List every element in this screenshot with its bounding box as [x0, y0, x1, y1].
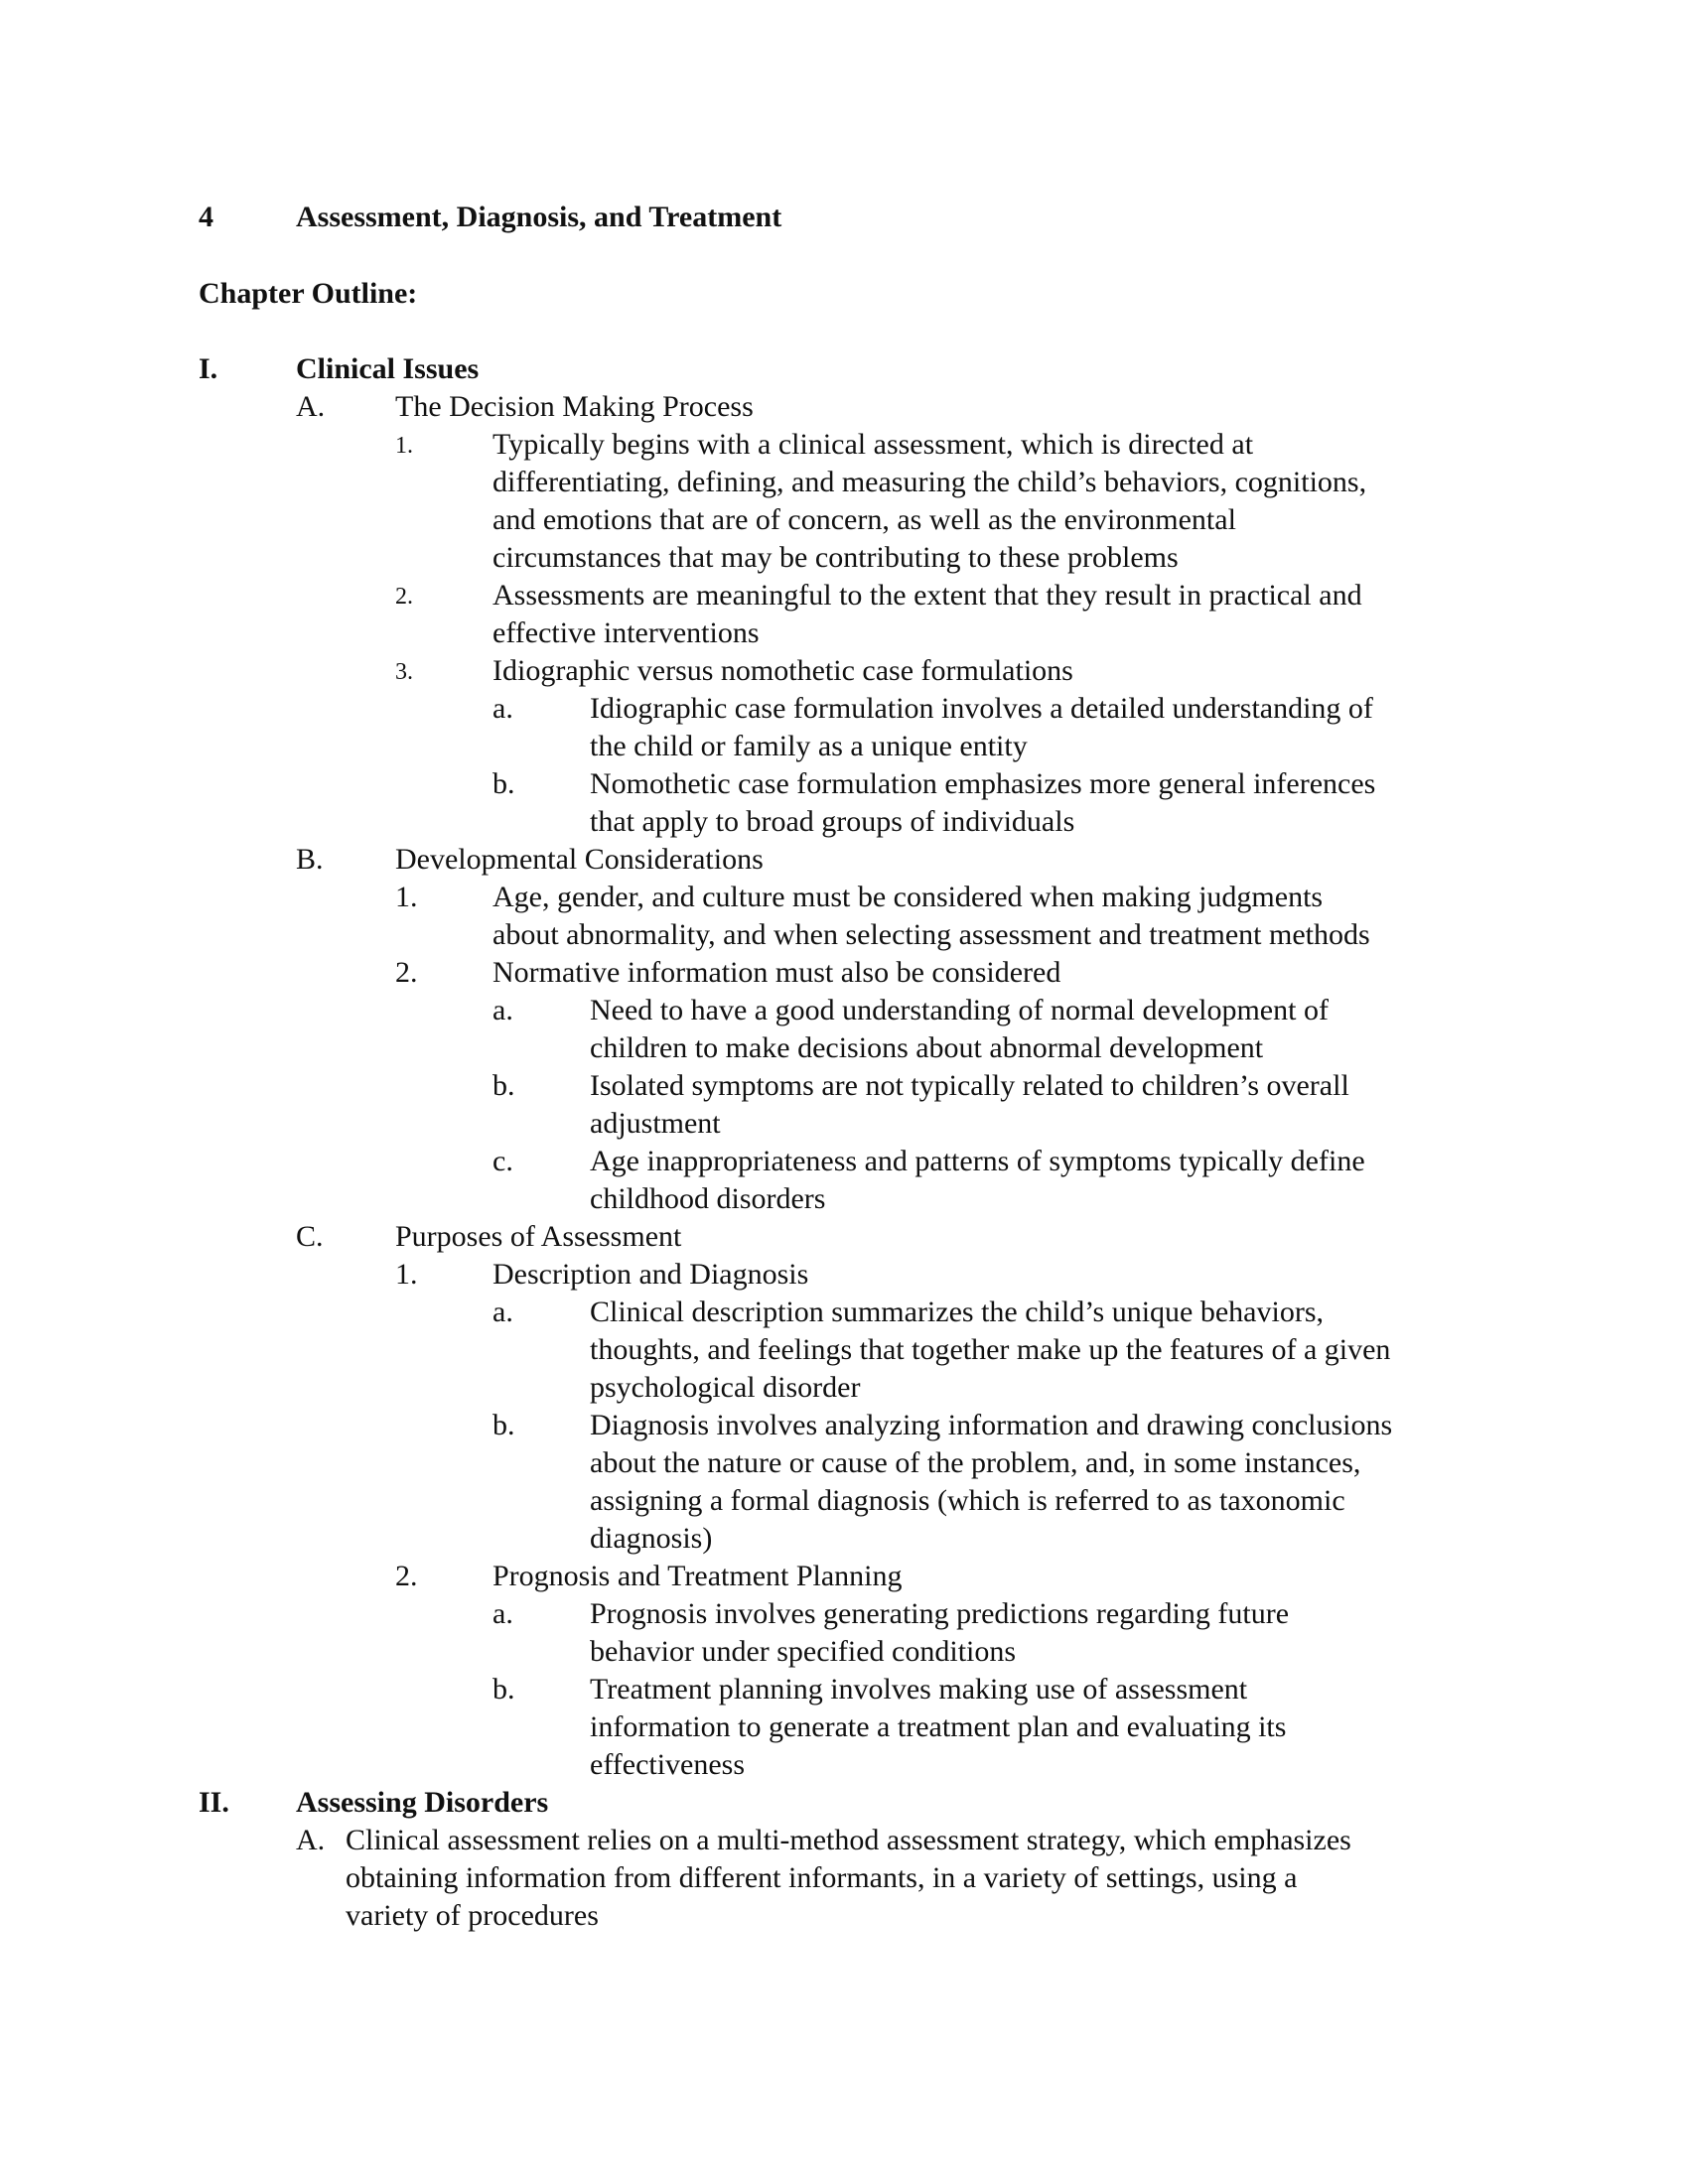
section-numeral: II. [199, 1786, 229, 1819]
item-text-line: differentiating, defining, and measuring the child’s behaviors, cognitions, [492, 466, 1367, 498]
item-text-line: Assessments are meaningful to the extent that they result in practical and [492, 579, 1362, 612]
subitem-text-line: assigning a formal diagnosis (which is referred to as taxonomic [590, 1484, 1345, 1517]
subsection-label: C. [296, 1220, 324, 1253]
item-text-line: about abnormality, and when selecting assessment and treatment methods [492, 918, 1370, 951]
item-text-line: Normative information must also be considered [492, 956, 1061, 989]
subitem-label: b. [492, 1409, 515, 1441]
item-text-line: Idiographic versus nomothetic case formulations [492, 654, 1073, 687]
item-label: 1. [395, 433, 413, 459]
subitem-text-line: effectiveness [590, 1748, 746, 1781]
subitem-text-line: diagnosis) [590, 1522, 713, 1555]
subitem-label: a. [492, 1296, 513, 1328]
subsection-label: A. [296, 390, 326, 423]
subitem-label: c. [492, 1145, 513, 1177]
outline-heading: Chapter Outline: [199, 277, 418, 310]
item-label: 2. [395, 956, 418, 989]
subitem-label: a. [492, 1597, 513, 1630]
subsection-text-line: Clinical assessment relies on a multi-method assessment strategy, which emphasizes [346, 1824, 1351, 1856]
subsection-title: Developmental Considerations [395, 843, 764, 876]
item-text-line: Age, gender, and culture must be considered when making judgments [492, 881, 1324, 913]
subitem-text-line: the child or family as a unique entity [590, 730, 1028, 762]
subitem-text-line: adjustment [590, 1107, 721, 1140]
item-label: 3. [395, 659, 413, 685]
section-numeral: I. [199, 352, 218, 385]
subitem-label: a. [492, 692, 513, 725]
subitem-label: a. [492, 994, 513, 1026]
chapter-number: 4 [199, 201, 213, 233]
subitem-text-line: Need to have a good understanding of normal development of [590, 994, 1329, 1026]
subitem-text-line: that apply to broad groups of individuals [590, 805, 1075, 838]
subitem-text-line: children to make decisions about abnormal development [590, 1031, 1264, 1064]
subitem-text-line: Isolated symptoms are not typically related to children’s overall [590, 1069, 1349, 1102]
subitem-label: b. [492, 1673, 515, 1706]
subitem-text-line: information to generate a treatment plan and evaluating its [590, 1710, 1287, 1743]
subitem-text-line: psychological disorder [590, 1371, 861, 1404]
item-text-line: and emotions that are of concern, as well as the environmental [492, 503, 1236, 536]
item-text-line: Description and Diagnosis [492, 1258, 809, 1291]
subitem-text-line: Nomothetic case formulation emphasizes more general inferences [590, 767, 1376, 800]
item-text-line: Prognosis and Treatment Planning [492, 1560, 903, 1592]
subitem-label: b. [492, 767, 515, 800]
subitem-text-line: Treatment planning involves making use of assessment [590, 1673, 1248, 1706]
subitem-text-line: Age inappropriateness and patterns of symptoms typically define [590, 1145, 1365, 1177]
subitem-label: b. [492, 1069, 515, 1102]
subsection-title: The Decision Making Process [395, 390, 754, 423]
section-title: Assessing Disorders [296, 1786, 549, 1819]
subsection-text-line: obtaining information from different informants, in a variety of settings, using a [346, 1861, 1298, 1894]
subitem-text-line: Idiographic case formulation involves a detailed understanding of [590, 692, 1373, 725]
chapter-title: Assessment, Diagnosis, and Treatment [296, 201, 782, 233]
subsection-title: Purposes of Assessment [395, 1220, 682, 1253]
section-title: Clinical Issues [296, 352, 480, 385]
item-text-line: effective interventions [492, 616, 760, 649]
subitem-text-line: childhood disorders [590, 1182, 826, 1215]
item-label: 1. [395, 881, 418, 913]
item-label: 2. [395, 1560, 418, 1592]
subitem-text-line: Prognosis involves generating predictions regarding future [590, 1597, 1290, 1630]
subsection-text-line: variety of procedures [346, 1899, 599, 1932]
subsection-label: B. [296, 843, 324, 876]
subitem-text-line: behavior under specified conditions [590, 1635, 1017, 1668]
subitem-text-line: Diagnosis involves analyzing information and drawing conclusions [590, 1409, 1393, 1441]
item-label: 1. [395, 1258, 418, 1291]
item-label: 2. [395, 584, 413, 610]
item-text-line: Typically begins with a clinical assessment, which is directed at [492, 428, 1254, 461]
subitem-text-line: Clinical description summarizes the child’s unique behaviors, [590, 1296, 1324, 1328]
subitem-text-line: about the nature or cause of the problem, and, in some instances, [590, 1446, 1361, 1479]
item-text-line: circumstances that may be contributing to these problems [492, 541, 1179, 574]
subsection-label: A. [296, 1824, 326, 1856]
subitem-text-line: thoughts, and feelings that together make up the features of a given [590, 1333, 1391, 1366]
